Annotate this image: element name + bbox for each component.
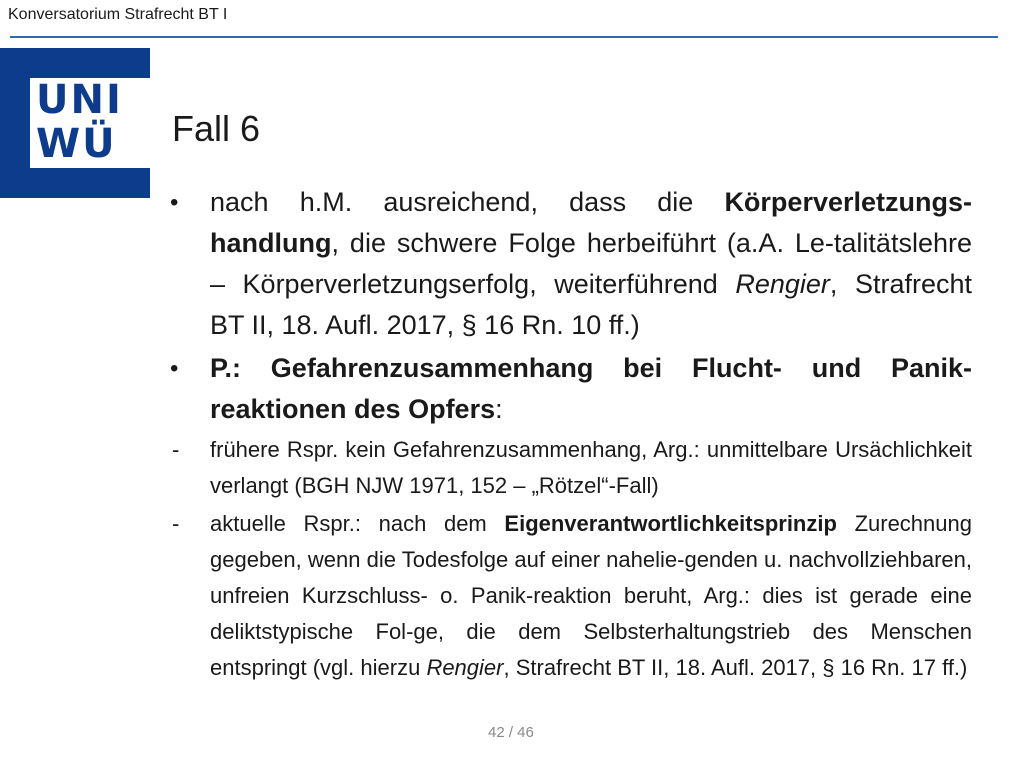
bullet-item-1 bbox=[168, 182, 972, 346]
author-citation: Rengier bbox=[426, 655, 504, 680]
text-segment: , die schwere Folge herbeiführt (a.A. Le-talitätslehre – Körperverletzungserfolg, weiterführend bbox=[210, 228, 972, 299]
bold-term: Eigenverantwortlichkeitsprinzip bbox=[504, 511, 837, 536]
slide-content bbox=[168, 182, 972, 686]
logo-line-1: UNI bbox=[36, 77, 123, 123]
header-divider bbox=[10, 36, 998, 38]
dash-item-1 bbox=[168, 432, 972, 504]
text-segment: , Strafrecht BT II, 18. Aufl. 2017, § 16 Rn. 10 ff.) bbox=[210, 269, 972, 340]
page-number: 42 / 46 bbox=[488, 724, 534, 741]
author-citation: Rengier bbox=[735, 269, 830, 299]
text-segment: nach h.M. ausreichend, dass die bbox=[210, 187, 725, 217]
header-title: Konversatorium Strafrecht BT I bbox=[8, 6, 228, 23]
text-segment: frühere Rspr. kein Gefahrenzusammenhang, Arg.: unmittelbare Ursächlichkeit verlangt (BGH NJW 1971, 152 – „Rötzel“-Fall) bbox=[210, 437, 972, 498]
logo-line-2: WÜ bbox=[36, 121, 117, 167]
bullet-item-2 bbox=[168, 348, 972, 430]
text-segment: Zurechnung gegeben, wenn die Todesfolge auf einer nahelie-genden u. nachvollziehbaren, unfreien Kurzschluss- o. Panik-reaktion beruht, Arg.: dies ist gerade eine deliktstypische Fol-ge, die dem Selbsterhaltungstrieb des Menschen entspringt (vgl. hierzu bbox=[210, 511, 972, 680]
text-segment: aktuelle Rspr.: nach dem bbox=[210, 511, 505, 536]
dash-marker: - bbox=[172, 511, 180, 536]
bullet-marker: • bbox=[170, 355, 179, 382]
slide-title: Fall 6 bbox=[172, 108, 261, 149]
bullet-marker: • bbox=[170, 189, 179, 216]
dash-marker: - bbox=[172, 437, 180, 462]
bold-heading: P.: Gefahrenzusammenhang bei Flucht- und Panik-reaktionen des Opfers bbox=[210, 353, 972, 424]
dash-item-2 bbox=[168, 506, 972, 686]
text-segment: : bbox=[495, 394, 503, 424]
text-segment: , Strafrecht BT II, 18. Aufl. 2017, § 16 Rn. 17 ff.) bbox=[503, 655, 968, 680]
bold-term: Körperverletzungs-handlung bbox=[210, 187, 972, 258]
logo-text bbox=[30, 78, 150, 166]
